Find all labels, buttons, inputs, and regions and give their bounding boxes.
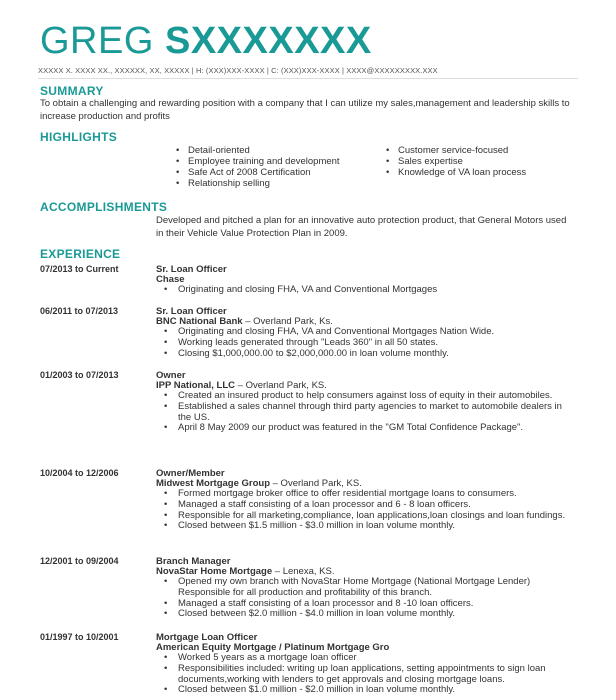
- job-title: Branch Manager: [156, 556, 231, 567]
- company-name: IPP National, LLC: [156, 380, 236, 391]
- job-duties: [156, 577, 566, 620]
- company-location: – Overland Park, Ks.: [242, 316, 333, 327]
- list-item: • Established a sales channel through third party agencies to market to automobile dealers in the US.: [156, 402, 566, 424]
- summary-text: To obtain a challenging and rewarding position with a company that I can utilize my sales,management and leadership skills to increase production and profits: [40, 98, 570, 122]
- header-divider: [38, 78, 578, 79]
- highlights-list-left: [172, 145, 340, 189]
- contact-line: XXXXX X. XXXX XX., XXXXXX, XX, XXXXX | H: (XXX)XXX-XXXX | C: (XXX)XXX-XXXX | XXXX@XXXXXXXXX.XXX: [38, 66, 438, 75]
- company-name: American Equity Mortgage / Platinum Mortgage Gro: [156, 642, 390, 653]
- job-duties: [156, 327, 566, 359]
- job-dates: 10/2004 to 12/2006: [40, 468, 119, 478]
- list-item: • Originating and closing FHA, VA and Conventional Mortgages: [156, 285, 566, 296]
- list-item: • Closed between $1.0 million - $2.0 million in loan volume monthly.: [156, 685, 566, 696]
- accomplishments-heading: ACCOMPLISHMENTS: [40, 200, 168, 214]
- job-title: Owner/Member: [156, 468, 225, 479]
- job-duties: [156, 285, 566, 296]
- list-item: • Employee training and development: [172, 156, 340, 167]
- job-dates: 06/2011 to 07/2013: [40, 306, 119, 316]
- company-location: – Lenexa, KS.: [272, 566, 335, 577]
- list-item: • Opened my own branch with NovaStar Home Mortgage (National Mortgage Lender) Responsible for all production and profitability of this branch.: [156, 577, 566, 599]
- list-item: • Closed between $2.0 million - $4.0 million in loan volume monthly.: [156, 609, 566, 620]
- company-name: Chase: [156, 274, 185, 285]
- list-item: • Worked 5 years as a mortgage loan officer: [156, 653, 566, 664]
- company-location: – Overland Park, KS.: [235, 380, 327, 391]
- highlights-heading: HIGHLIGHTS: [40, 130, 117, 144]
- job-duties: [156, 653, 566, 696]
- summary-heading: SUMMARY: [40, 84, 104, 98]
- list-item: • Managed a staff consisting of a loan processor and 8 -10 loan officers.: [156, 599, 566, 610]
- job-dates: 01/1997 to 10/2001: [40, 632, 119, 642]
- last-name: SXXXXXXX: [164, 20, 372, 62]
- job-title: Mortgage Loan Officer: [156, 632, 258, 643]
- job-dates: 01/2003 to 07/2013: [40, 370, 119, 380]
- list-item: • Closed between $1.5 million - $3.0 million in loan volume monthly.: [156, 521, 566, 532]
- company-location: – Overland Park, KS.: [270, 478, 362, 489]
- job-dates: 12/2001 to 09/2004: [40, 556, 119, 566]
- job-duties: [156, 391, 566, 434]
- experience-heading: EXPERIENCE: [40, 247, 121, 261]
- list-item: • Formed mortgage broker office to offer residential mortgage loans to consumers.: [156, 489, 566, 500]
- list-item: • Sales expertise: [382, 156, 526, 167]
- list-item: • Created an insured product to help consumers against loss of equity in their automobiles.: [156, 391, 566, 402]
- list-item: • April 8 May 2009 our product was featured in the "GM Total Confidence Package".: [156, 423, 566, 434]
- first-name: GREG: [40, 20, 154, 62]
- list-item: • Relationship selling: [172, 178, 340, 189]
- list-item: • Originating and closing FHA, VA and Conventional Mortgages Nation Wide.: [156, 327, 566, 338]
- company-name: NovaStar Home Mortgage: [156, 566, 273, 577]
- list-item: • Customer service-focused: [382, 145, 526, 156]
- list-item: • Detail-oriented: [172, 145, 340, 156]
- job-title: Owner: [156, 370, 186, 381]
- list-item: • Responsible for all marketing,compliance, loan applications,loan closings and loan fundings.: [156, 511, 566, 522]
- job-dates: 07/2013 to Current: [40, 264, 119, 274]
- job-title: Sr. Loan Officer: [156, 306, 227, 317]
- company-name: Midwest Mortgage Group: [156, 478, 270, 489]
- highlights-list-right: [382, 145, 526, 178]
- list-item: • Knowledge of VA loan process: [382, 167, 526, 178]
- job-duties: [156, 489, 566, 532]
- list-item: • Responsibilities included: writing up loan applications, setting appointments to sign loan documents,working with lenders to get approvals and closing mortgage loans.: [156, 664, 566, 686]
- list-item: • Safe Act of 2008 Certification: [172, 167, 340, 178]
- candidate-name: [40, 20, 372, 63]
- job-title: Sr. Loan Officer: [156, 264, 227, 275]
- list-item: • Working leads generated through "Leads 360" in all 50 states.: [156, 338, 566, 349]
- list-item: • Closing $1,000,000.00 to $2,000,000.00 in loan volume monthly.: [156, 349, 566, 360]
- list-item: • Managed a staff consisting of a loan processor and 6 - 8 loan officers.: [156, 500, 566, 511]
- company-name: BNC National Bank: [156, 316, 243, 327]
- accomplishments-text: Developed and pitched a plan for an innovative auto protection product, that General Motors used in their Vehicle Value Protection Plan in 2009.: [156, 215, 567, 239]
